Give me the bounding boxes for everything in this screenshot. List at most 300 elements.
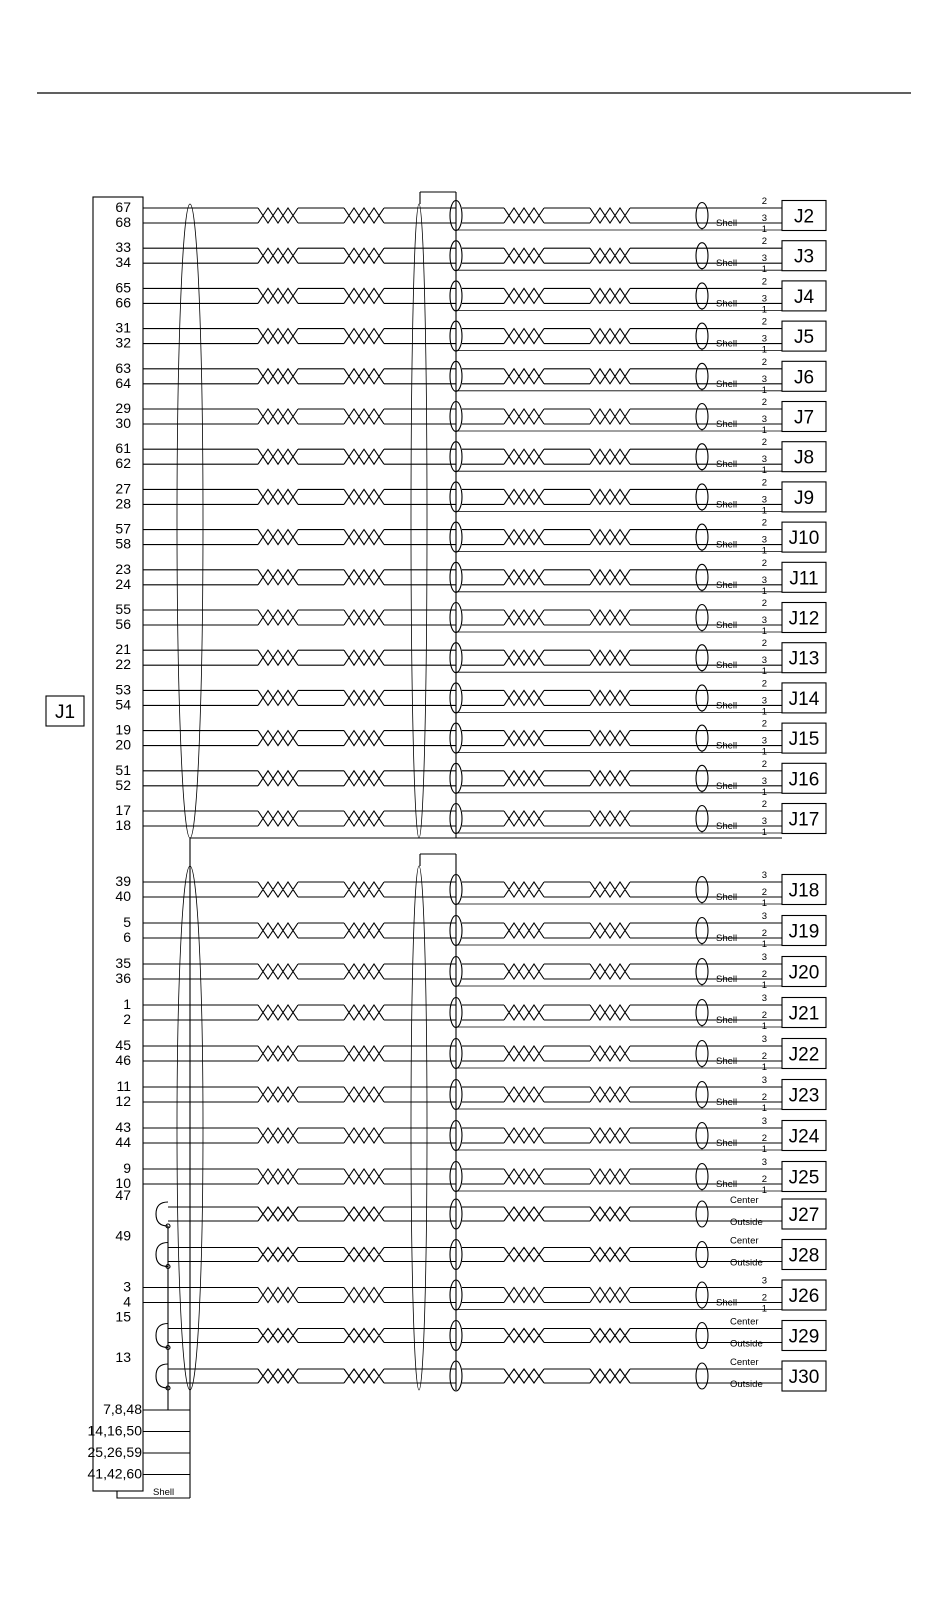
end-pin: 1 bbox=[761, 1303, 767, 1315]
row-j29 bbox=[115, 1309, 826, 1351]
twist bbox=[258, 650, 384, 665]
row-j11 bbox=[115, 558, 826, 597]
twist bbox=[504, 610, 630, 625]
j1-pin: 12 bbox=[115, 1093, 131, 1109]
twist bbox=[504, 530, 630, 545]
end-pin: 1 bbox=[761, 465, 767, 477]
twist bbox=[258, 409, 384, 424]
j1-pin: 44 bbox=[115, 1134, 131, 1150]
ground-pin-label: 14,16,50 bbox=[87, 1422, 142, 1439]
j1-pin: 45 bbox=[115, 1037, 131, 1053]
twist bbox=[258, 288, 384, 303]
j20-label: J20 bbox=[788, 962, 820, 984]
outside-label: Outside bbox=[730, 1217, 763, 1228]
j26-label: J26 bbox=[788, 1286, 820, 1307]
j2-label: J2 bbox=[793, 206, 815, 228]
twist bbox=[504, 1248, 630, 1262]
shell-label: Shell bbox=[716, 660, 738, 672]
shell-label: Shell bbox=[716, 459, 738, 471]
j8-label: J8 bbox=[793, 447, 815, 469]
j6-label: J6 bbox=[793, 367, 815, 389]
twist bbox=[504, 1329, 630, 1343]
shell-label: Shell bbox=[716, 539, 738, 551]
shield-ellipse bbox=[696, 444, 708, 470]
twist bbox=[504, 882, 630, 897]
twist bbox=[504, 690, 630, 705]
end-pin: 2 bbox=[761, 799, 767, 810]
j17-label: J17 bbox=[788, 809, 820, 831]
j1-pin: 3 bbox=[123, 1278, 131, 1295]
shield-ellipse bbox=[696, 243, 708, 269]
j1-pin: 58 bbox=[115, 535, 131, 552]
j1-pin: 30 bbox=[115, 415, 131, 431]
j1-pin: 54 bbox=[115, 696, 131, 713]
j1-pin: 4 bbox=[123, 1293, 131, 1310]
j21-label: J21 bbox=[788, 1003, 820, 1025]
j1-pin: 43 bbox=[115, 1119, 131, 1135]
coax-loop bbox=[156, 1324, 168, 1348]
shield-ellipse bbox=[696, 645, 708, 671]
j1-connector-body bbox=[93, 197, 143, 1491]
row-j5 bbox=[115, 317, 826, 356]
j29-label: J29 bbox=[788, 1326, 820, 1348]
j7-label: J7 bbox=[793, 407, 815, 429]
end-pin: 2 bbox=[761, 887, 767, 898]
twist bbox=[258, 811, 384, 826]
j27-label: J27 bbox=[788, 1205, 820, 1226]
end-pin: 2 bbox=[761, 236, 767, 248]
j1-pin: 19 bbox=[115, 721, 131, 738]
j1-pin: 27 bbox=[115, 480, 131, 497]
j1-pin: 5 bbox=[123, 914, 131, 930]
shield-ellipse bbox=[696, 564, 708, 590]
twist bbox=[504, 1087, 630, 1102]
shield-ellipse bbox=[696, 1164, 708, 1190]
end-pin: 1 bbox=[761, 344, 767, 356]
shield-ellipse bbox=[696, 1201, 708, 1227]
end-pin: 1 bbox=[761, 827, 767, 838]
end-pin: 3 bbox=[761, 494, 767, 506]
end-pin: 2 bbox=[761, 437, 767, 449]
twist bbox=[258, 1087, 384, 1102]
end-pin: 3 bbox=[761, 775, 767, 787]
j16-label: J16 bbox=[788, 769, 820, 791]
wire-rows bbox=[115, 196, 826, 1391]
end-pin: 1 bbox=[761, 505, 767, 517]
end-pin: 2 bbox=[761, 678, 767, 690]
shell-label: Shell bbox=[716, 338, 738, 350]
j23-label: J23 bbox=[788, 1085, 820, 1107]
row-j19 bbox=[123, 911, 826, 950]
j1-pin: 35 bbox=[115, 955, 131, 971]
shield-ellipse bbox=[696, 877, 708, 903]
twist bbox=[504, 248, 630, 263]
j1-pin: 51 bbox=[115, 761, 131, 778]
end-pin: 2 bbox=[761, 517, 767, 529]
end-pin: 1 bbox=[761, 425, 767, 436]
shell-label: Shell bbox=[716, 499, 738, 511]
j1-pin: 9 bbox=[123, 1160, 131, 1176]
shell-label: Shell bbox=[716, 1297, 738, 1309]
j1-pin: 17 bbox=[115, 802, 131, 818]
end-pin: 1 bbox=[761, 898, 767, 909]
twist bbox=[504, 1369, 630, 1383]
end-pin: 1 bbox=[761, 746, 767, 758]
j3-label: J3 bbox=[793, 246, 815, 268]
shell-label: Shell bbox=[716, 378, 738, 390]
j4-label: J4 bbox=[793, 286, 815, 308]
shell-label: Shell bbox=[716, 579, 738, 591]
end-pin: 2 bbox=[761, 1174, 767, 1185]
twist bbox=[258, 489, 384, 504]
shell-label: Shell bbox=[716, 1015, 738, 1026]
end-pin: 3 bbox=[761, 534, 767, 546]
j1-pin: 18 bbox=[115, 817, 131, 833]
row-j13 bbox=[115, 638, 826, 677]
twist bbox=[258, 369, 384, 384]
shield-ellipse bbox=[696, 524, 708, 550]
shell-label: Shell bbox=[716, 1179, 738, 1190]
j1-pin: 36 bbox=[115, 970, 131, 986]
end-pin: 3 bbox=[761, 952, 767, 963]
end-pin: 1 bbox=[761, 1144, 767, 1155]
shield-ellipse bbox=[696, 1282, 708, 1308]
shell-label: Shell bbox=[716, 1138, 738, 1149]
end-pin: 3 bbox=[761, 574, 767, 586]
twist bbox=[258, 882, 384, 897]
j1-pin: 29 bbox=[115, 400, 131, 416]
end-pin: 1 bbox=[761, 384, 767, 396]
twist bbox=[504, 288, 630, 303]
shield-ellipse bbox=[696, 484, 708, 510]
end-pin: 1 bbox=[761, 264, 767, 276]
twist bbox=[258, 1288, 384, 1303]
twist bbox=[258, 248, 384, 263]
j13-label: J13 bbox=[788, 648, 820, 670]
row-j27 bbox=[115, 1187, 826, 1229]
end-pin: 3 bbox=[761, 993, 767, 1004]
twist bbox=[258, 731, 384, 746]
shield-ellipse bbox=[696, 765, 708, 791]
shield-ellipse bbox=[696, 1041, 708, 1067]
end-pin: 1 bbox=[761, 224, 767, 235]
end-pin: 2 bbox=[761, 1010, 767, 1021]
end-pin: 3 bbox=[761, 870, 767, 881]
end-pin: 2 bbox=[761, 557, 767, 569]
coax-loop bbox=[156, 1202, 168, 1226]
row-j14 bbox=[115, 678, 826, 717]
shield-ellipse bbox=[696, 1242, 708, 1268]
j30-label: J30 bbox=[788, 1367, 820, 1388]
end-pin: 3 bbox=[761, 735, 767, 747]
center-label: Center bbox=[730, 1357, 759, 1368]
j1-pin: 34 bbox=[115, 254, 131, 271]
j1-pin: 13 bbox=[115, 1349, 131, 1365]
twist bbox=[258, 690, 384, 705]
twist bbox=[504, 1207, 630, 1221]
row-j30 bbox=[115, 1349, 826, 1391]
j1-pin: 52 bbox=[115, 776, 131, 793]
shield-ellipse bbox=[696, 1123, 708, 1149]
end-pin: 2 bbox=[761, 638, 767, 650]
center-label: Center bbox=[730, 1235, 759, 1247]
shell-label: Shell bbox=[716, 298, 738, 310]
end-pin: 1 bbox=[761, 706, 767, 718]
end-pin: 1 bbox=[761, 304, 767, 316]
twist bbox=[258, 570, 384, 585]
j1-pin: 28 bbox=[115, 495, 131, 512]
j15-label: J15 bbox=[788, 729, 820, 751]
j1-pin: 33 bbox=[115, 239, 131, 256]
end-pin: 1 bbox=[761, 939, 767, 950]
j1-pin: 63 bbox=[115, 359, 131, 376]
j1-pin: 64 bbox=[115, 374, 131, 391]
twist bbox=[504, 1128, 630, 1143]
row-j12 bbox=[115, 598, 826, 637]
row-j4 bbox=[115, 276, 826, 315]
j1-pin: 55 bbox=[115, 601, 131, 617]
end-pin: 3 bbox=[761, 253, 767, 265]
end-pin: 1 bbox=[761, 545, 767, 557]
row-j8 bbox=[115, 437, 826, 476]
end-pin: 3 bbox=[761, 333, 767, 345]
end-pin: 3 bbox=[761, 1157, 767, 1168]
j1-pin: 39 bbox=[115, 873, 131, 889]
j12-label: J12 bbox=[788, 608, 820, 630]
j1-pin: 57 bbox=[115, 520, 131, 537]
j28-label: J28 bbox=[788, 1245, 820, 1267]
j1-pin: 61 bbox=[115, 440, 131, 457]
twist bbox=[258, 1046, 384, 1061]
end-pin: 2 bbox=[761, 718, 767, 730]
row-j18 bbox=[115, 870, 826, 909]
j1-pin: 65 bbox=[115, 279, 131, 296]
twist bbox=[258, 1369, 384, 1383]
twist bbox=[504, 409, 630, 424]
shell-label: Shell bbox=[716, 740, 738, 752]
j1-pin: 56 bbox=[115, 616, 131, 632]
twist bbox=[258, 923, 384, 938]
shield-ellipse bbox=[696, 959, 708, 985]
outside-label: Outside bbox=[730, 1379, 763, 1390]
row-j15 bbox=[115, 719, 826, 758]
shell-label: Shell bbox=[716, 218, 738, 229]
twist bbox=[504, 1288, 630, 1303]
end-pin: 3 bbox=[761, 373, 767, 385]
end-pin: 3 bbox=[761, 1116, 767, 1127]
shield-ellipse bbox=[696, 283, 708, 309]
j1-pin: 11 bbox=[116, 1078, 131, 1094]
j1-pin: 46 bbox=[115, 1052, 131, 1068]
twist bbox=[258, 208, 384, 223]
end-pin: 2 bbox=[761, 598, 767, 609]
j1-pin: 6 bbox=[123, 929, 131, 945]
end-pin: 2 bbox=[761, 316, 767, 328]
j1-pin: 21 bbox=[115, 641, 131, 658]
end-pin: 3 bbox=[761, 293, 767, 305]
j1-pin: 47 bbox=[115, 1187, 131, 1203]
twist bbox=[504, 811, 630, 826]
ground-pins bbox=[88, 1401, 191, 1498]
row-j23 bbox=[115, 1075, 826, 1114]
outside-label: Outside bbox=[730, 1338, 763, 1350]
ground-pin-label: 25,26,59 bbox=[87, 1444, 142, 1460]
j1-pin: 49 bbox=[115, 1227, 131, 1244]
twist bbox=[258, 449, 384, 464]
j1-pin: 23 bbox=[115, 560, 131, 577]
shell-label: Shell bbox=[153, 1487, 175, 1498]
center-label: Center bbox=[730, 1316, 759, 1328]
j1-pin: 2 bbox=[123, 1011, 131, 1027]
shield-ellipse bbox=[696, 918, 708, 944]
shield-ellipse bbox=[696, 363, 708, 389]
end-pin: 3 bbox=[761, 655, 767, 667]
j1-pin: 32 bbox=[115, 334, 131, 351]
end-pin: 1 bbox=[761, 1103, 767, 1114]
end-pin: 3 bbox=[761, 615, 767, 626]
j1-pin: 22 bbox=[115, 656, 131, 673]
j1-pin: 10 bbox=[115, 1175, 131, 1191]
end-pin: 3 bbox=[761, 414, 767, 425]
row-j25 bbox=[115, 1157, 826, 1196]
twist bbox=[504, 923, 630, 938]
twist bbox=[504, 1169, 630, 1184]
end-pin: 2 bbox=[761, 758, 767, 770]
end-pin: 3 bbox=[761, 454, 767, 466]
shield-ellipse bbox=[696, 806, 708, 832]
shell-label: Shell bbox=[716, 974, 738, 985]
end-pin: 1 bbox=[761, 786, 767, 798]
j1-pin: 1 bbox=[123, 996, 131, 1012]
twist bbox=[504, 771, 630, 786]
coax-loop bbox=[156, 1364, 168, 1388]
outside-label: Outside bbox=[730, 1257, 763, 1269]
end-pin: 2 bbox=[761, 1292, 767, 1304]
shell-label: Shell bbox=[716, 419, 738, 430]
shell-label: Shell bbox=[716, 780, 738, 792]
end-pin: 1 bbox=[761, 980, 767, 991]
j1-pin: 53 bbox=[115, 681, 131, 698]
end-pin: 1 bbox=[761, 626, 767, 637]
row-j26 bbox=[123, 1276, 826, 1315]
j22-label: J22 bbox=[788, 1044, 820, 1066]
j19-label: J19 bbox=[788, 921, 820, 943]
j14-label: J14 bbox=[788, 688, 820, 710]
row-j3 bbox=[115, 236, 826, 275]
end-pin: 3 bbox=[761, 816, 767, 827]
row-j2 bbox=[115, 196, 826, 235]
twist bbox=[258, 610, 384, 625]
shell-label: Shell bbox=[716, 821, 738, 832]
end-pin: 1 bbox=[761, 585, 767, 597]
center-label: Center bbox=[730, 1195, 759, 1206]
twist bbox=[504, 1005, 630, 1020]
ground-pin-label: 41,42,60 bbox=[87, 1465, 142, 1482]
twist bbox=[504, 489, 630, 504]
j1-pin: 62 bbox=[115, 455, 131, 472]
row-j17 bbox=[115, 799, 826, 838]
twist bbox=[258, 1169, 384, 1184]
row-j22 bbox=[115, 1034, 826, 1073]
twist bbox=[258, 1329, 384, 1343]
twist bbox=[258, 1005, 384, 1020]
j1-pin: 66 bbox=[115, 294, 131, 311]
j1-pin: 67 bbox=[115, 199, 131, 215]
twist bbox=[258, 964, 384, 979]
end-pin: 2 bbox=[761, 928, 767, 939]
j24-label: J24 bbox=[788, 1126, 820, 1148]
shield-ellipse bbox=[696, 203, 708, 229]
row-j28 bbox=[115, 1228, 826, 1270]
shell-label: Shell bbox=[716, 258, 738, 270]
end-pin: 3 bbox=[761, 1075, 767, 1086]
j9-label: J9 bbox=[793, 487, 815, 509]
end-pin: 2 bbox=[761, 397, 767, 408]
j1-pin: 24 bbox=[115, 575, 131, 592]
row-j21 bbox=[123, 993, 826, 1032]
j1-pin: 20 bbox=[115, 736, 131, 753]
shell-label: Shell bbox=[716, 892, 738, 903]
shield-ellipse bbox=[696, 725, 708, 751]
shell-label: Shell bbox=[716, 1097, 738, 1108]
row-j20 bbox=[115, 952, 826, 991]
j1-pin: 31 bbox=[115, 319, 131, 336]
shell-label: Shell bbox=[716, 620, 738, 631]
end-pin: 2 bbox=[761, 969, 767, 980]
end-pin: 3 bbox=[761, 1034, 767, 1045]
end-pin: 1 bbox=[761, 1021, 767, 1032]
twist bbox=[258, 1248, 384, 1262]
bundle-ellipse bbox=[177, 204, 203, 838]
twist bbox=[258, 771, 384, 786]
end-pin: 3 bbox=[761, 1275, 767, 1287]
row-j10 bbox=[115, 518, 826, 557]
end-pin: 1 bbox=[761, 1062, 767, 1073]
end-pin: 2 bbox=[761, 477, 767, 489]
twist bbox=[258, 329, 384, 344]
end-pin: 2 bbox=[761, 1133, 767, 1144]
end-pin: 3 bbox=[761, 213, 767, 224]
twist bbox=[504, 329, 630, 344]
j18-label: J18 bbox=[788, 880, 820, 902]
bundle-lower bbox=[177, 854, 456, 1390]
j1-label: J1 bbox=[54, 702, 76, 723]
shield-ellipse bbox=[696, 1323, 708, 1349]
j11-label: J11 bbox=[789, 568, 819, 590]
twist bbox=[504, 449, 630, 464]
shell-label: Shell bbox=[716, 933, 738, 944]
twist bbox=[504, 208, 630, 223]
end-pin: 2 bbox=[761, 1051, 767, 1062]
ground-pin-label: 7,8,48 bbox=[103, 1401, 142, 1417]
row-j16 bbox=[115, 759, 826, 798]
end-pin: 3 bbox=[761, 695, 767, 707]
row-j7 bbox=[115, 397, 826, 436]
shield-ellipse bbox=[696, 605, 708, 631]
twist bbox=[504, 570, 630, 585]
j1-pin: 68 bbox=[115, 214, 131, 230]
shield-ellipse bbox=[696, 1363, 708, 1389]
j25-label: J25 bbox=[788, 1167, 820, 1189]
twist bbox=[258, 530, 384, 545]
row-j6 bbox=[115, 357, 826, 396]
row-j9 bbox=[115, 477, 826, 516]
end-pin: 1 bbox=[761, 666, 767, 678]
shell-label: Shell bbox=[716, 1056, 738, 1067]
end-pin: 2 bbox=[761, 356, 767, 368]
row-j24 bbox=[115, 1116, 826, 1155]
twist bbox=[258, 1128, 384, 1143]
